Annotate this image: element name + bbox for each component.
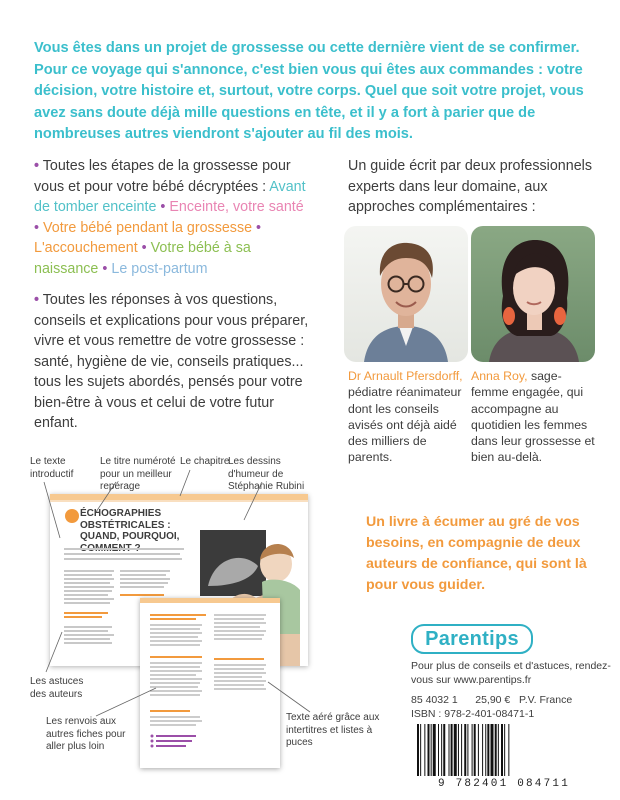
author-description: pédiatre réanimateur dont les conseils avisés ont déjà aidé des milliers de parents. (348, 385, 462, 465)
bullet: • (34, 292, 40, 308)
step-baby-pregnancy: Votre bébé pendant la grossesse (43, 219, 253, 236)
annotation-tips: Les astuces des auteurs (30, 676, 84, 700)
annotation-chapter: Le chapitre (180, 456, 230, 467)
step-separator: • (102, 260, 108, 277)
authors-intro: Un guide écrit par deux professionnels experts dans leur domaine, aux approches complémentaires : (348, 158, 592, 215)
step-separator: • (141, 240, 147, 256)
annotation-airy-text: Texte aéré grâce aux intertitres et listes à puces (286, 712, 380, 748)
author-name: Anna Roy, (471, 369, 528, 383)
bullet: • (34, 158, 40, 174)
price-line (411, 694, 572, 706)
more-info-text: Pour plus de conseils et d'astuces, rendez-vous sur www.parentips.fr (411, 660, 611, 686)
author-name: Dr Arnault Pfersdorff, (348, 369, 463, 383)
barcode-digits: 9 782401 084711 (409, 778, 599, 790)
annotation-numbered-title: Le titre numéroté pour un meilleur repérage (100, 456, 176, 492)
tagline: Un livre à écumer au gré de vos besoins, en compagnie de deux auteurs de confiance, qui sont là pour vous guider. (366, 514, 587, 593)
author-description: sage-femme engagée, qui accompagne au quotidien les femmes dans leur grossesse et bien au-delà. (471, 369, 595, 465)
step-postpartum: Le post-partum (111, 260, 208, 277)
steps-intro: Toutes les étapes de la grossesse pour vous et pour votre bébé décryptées : (34, 158, 291, 195)
product-code: 85 4032 1 (411, 694, 458, 706)
answers-text: Toutes les réponses à vos questions, conseils et explications pour vous préparer, vivre et vous remettre de votre grossesse : santé, hygiène de vie, conseils pratiques... tous les sujets abordés, pensés pour votre bien-être à vous et celui de votre futur enfant. (34, 292, 309, 431)
barcode (409, 724, 599, 790)
spread-title: ÉCHOGRAPHIES OBSTÉTRICALES : QUAND, POURQUOI, (80, 508, 180, 542)
step-separator: • (160, 199, 166, 215)
step-separator: • (34, 219, 40, 236)
step-separator: • (256, 219, 262, 236)
annotation-intro-text: Le texte introductif (30, 456, 74, 480)
parentips-logo: Parentips (411, 624, 533, 654)
intro-text: Vous êtes dans un projet de grossesse ou cette dernière vient de se confirmer. Pour ce voyage qui s'annonce, c'est bien vous qui êtes aux commandes : votre décision, votre histoire et, surtout, votre corps. Quel que soit votre projet, vous avez sans doute déjà mille questions en tête, et il y a fort à parier que de nombreuses autres viendront s'ajouter au fil des mois. (34, 40, 584, 142)
annotation-drawings: Les dessins d'humeur de Stéphanie Rubini (228, 456, 305, 492)
price-region: P.V. France (519, 694, 573, 706)
step-health: Enceinte, votre santé (169, 199, 304, 215)
price: 25,90 € (475, 694, 511, 706)
step-before-pregnancy: Avant de tomber enceinte (34, 178, 306, 215)
annotation-refs: Les renvois aux autres fiches pour aller plus loin (46, 716, 126, 752)
step-delivery: L'accouchement (34, 240, 138, 256)
barcode-bars (409, 724, 599, 776)
step-birth: Votre bébé à sa naissance (34, 240, 251, 277)
isbn: ISBN : 978-2-401-08471-1 (411, 708, 535, 720)
